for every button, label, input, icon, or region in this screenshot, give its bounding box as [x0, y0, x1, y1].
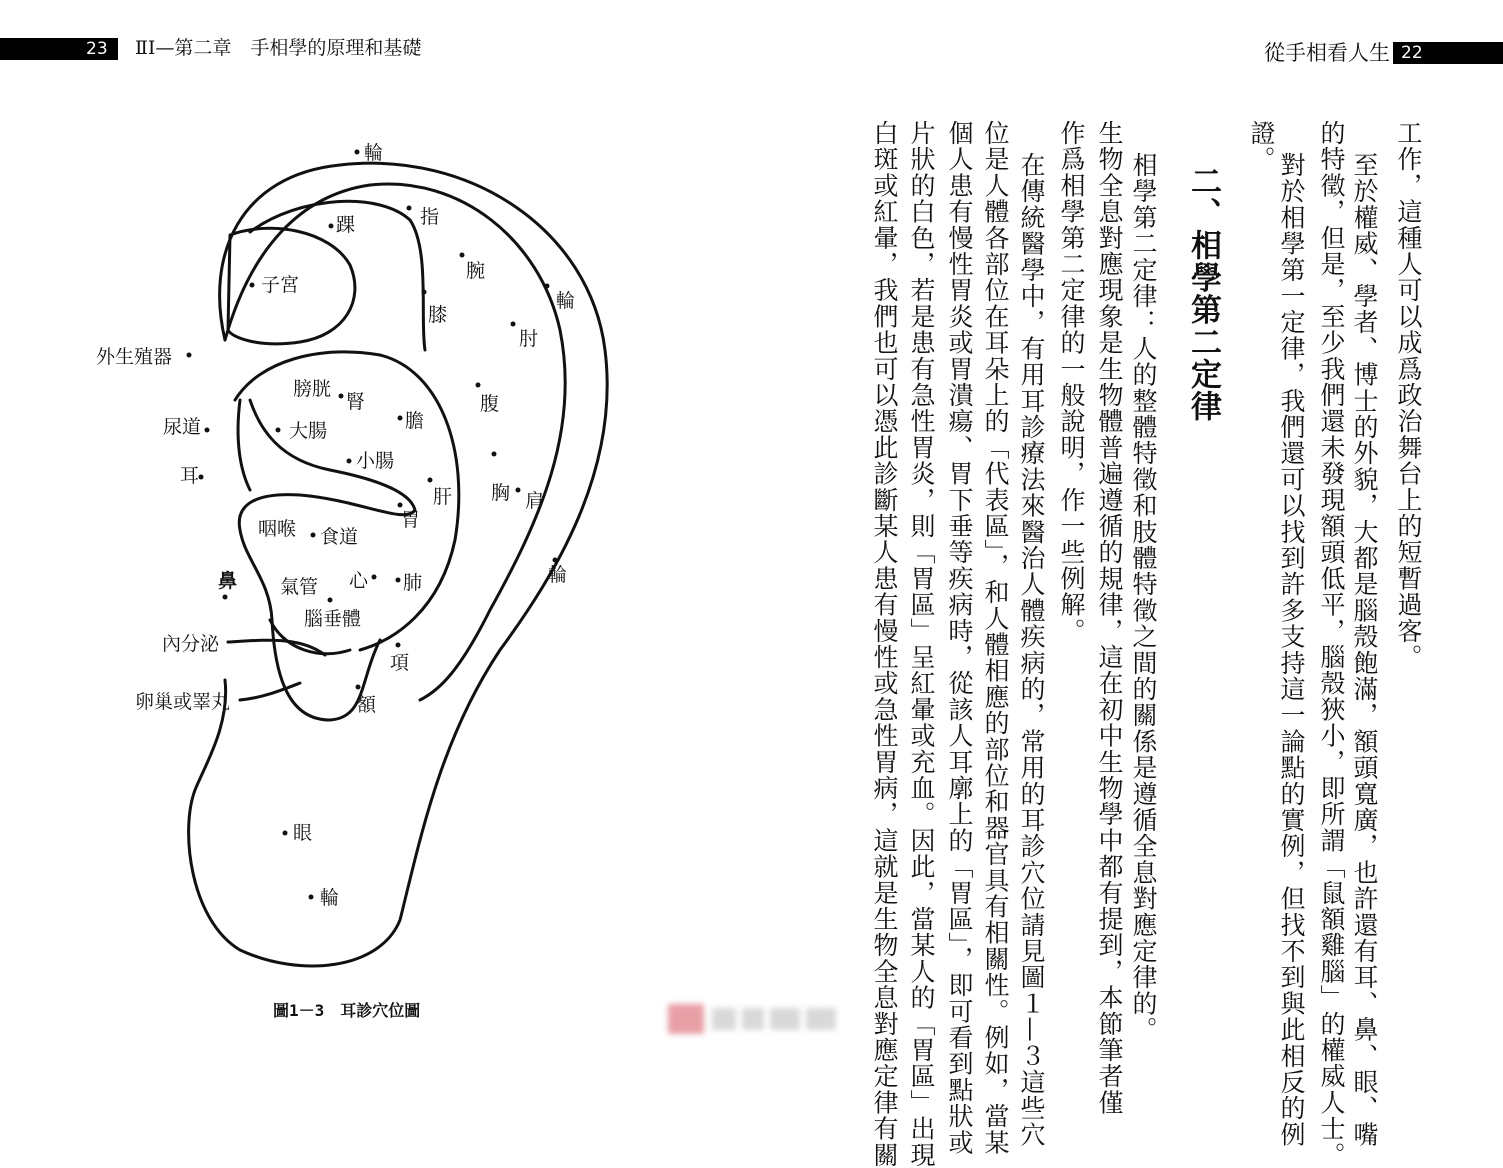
text-column: 至於權威、學者、博士的外貌，大都是腦殼飽滿，額頭寬廣，也許還有耳、鼻、眼、嘴 [1350, 152, 1379, 1148]
label-lun-top: 輪 [364, 142, 384, 164]
right-book-title: 從手相看人生 [1264, 41, 1390, 65]
label-xiang: 項 [390, 652, 410, 674]
label-niaodao: 尿道 [163, 416, 202, 438]
label-yanhou: 咽喉 [258, 518, 297, 540]
point-marker [476, 383, 481, 388]
label-yan: 眼 [293, 822, 313, 844]
text-column: 位是人體各部位在耳朵上的「代表區」，和人體相應的部位和器官具有相關性。例如，當某 [981, 120, 1010, 1156]
concha-outline [239, 400, 415, 720]
label-huai: 踝 [336, 214, 356, 236]
label-naochuiti: 腦垂體 [304, 608, 362, 630]
text-column: 工作，這種人可以成爲政治舞台上的短暫過客。 [1394, 120, 1423, 671]
label-jian: 肩 [525, 490, 545, 512]
point-marker [553, 558, 558, 563]
label-zigong: 子宮 [261, 274, 300, 296]
text-column: 證。 [1247, 120, 1276, 173]
point-marker [407, 206, 412, 211]
text-column: 生物全息對應現象是生物體普遍遵循的規律，這在初中生物學中都有提到，本節筆者僅 [1095, 120, 1124, 1116]
label-shen: 腎 [346, 391, 366, 413]
point-marker [329, 224, 334, 229]
label-xi: 膝 [428, 304, 448, 326]
point-marker [250, 283, 255, 288]
point-marker [355, 150, 360, 155]
text-column: 的特徵，但是，至少我們還未發現額頭低平，腦殼狹小，即所謂「鼠額雞腦」的權威人士。 [1317, 120, 1346, 1168]
point-marker [309, 895, 314, 900]
figure-caption: 圖1－3 耳診穴位圖 [273, 1001, 421, 1020]
text-column: 對於相學第一定律，我們還可以找到許多支持這一論點的實例，但找不到與此相反的例 [1277, 152, 1306, 1148]
point-marker [339, 394, 344, 399]
label-er: 耳 [180, 465, 200, 487]
label-qiguan: 氣管 [280, 576, 319, 598]
blurred-watermark [668, 1000, 840, 1038]
point-marker [283, 831, 288, 836]
label-luanchao: 卵巢或睪丸 [135, 691, 231, 713]
point-marker [396, 643, 401, 648]
label-xin: 心 [349, 570, 369, 592]
text-column: 作爲相學第二定律的一般說明，作一些例解。 [1057, 120, 1086, 644]
text-column: 相學第二定律：人的整體特徵和肢體特徵之間的關係是遵循全息對應定律的。 [1129, 152, 1158, 1043]
point-marker [396, 578, 401, 583]
label-shidao: 食道 [320, 526, 359, 548]
label-fei: 肺 [403, 572, 423, 594]
label-lun-right: 輪 [556, 290, 576, 312]
point-marker [205, 428, 210, 433]
label-wan: 腕 [466, 260, 486, 282]
label-xiaochang: 小腸 [356, 450, 395, 472]
text-column: 白斑或紅暈，我們也可以憑此診斷某人患有慢性或急性胃病，這就是生物全息對應定律有關 [870, 120, 899, 1168]
point-marker [223, 595, 228, 600]
label-waishengzhiqi: 外生殖器 [96, 346, 173, 368]
label-lun-mid: 輪 [548, 564, 568, 586]
right-page-number: 22 [1401, 43, 1423, 63]
label-fu: 腹 [480, 393, 500, 415]
point-marker [398, 416, 403, 421]
left-page-number: 23 [86, 39, 108, 59]
point-marker [492, 452, 497, 457]
text-column: 片狀的白色，若是患有急性胃炎，則「胃區」呈紅暈或充血。因此，當某人的「胃區」出現 [907, 120, 936, 1168]
point-marker [422, 290, 427, 295]
point-marker [347, 459, 352, 464]
tragus-outline [238, 400, 250, 490]
point-marker [545, 284, 550, 289]
label-neifenmi: 內分泌 [162, 633, 220, 655]
point-marker [398, 503, 403, 508]
label-dachang: 大腸 [289, 420, 328, 442]
label-lun-bottom: 輪 [320, 887, 340, 909]
point-marker [199, 475, 204, 480]
point-marker [372, 575, 377, 580]
label-pangguang: 膀胱 [293, 378, 332, 400]
point-marker [516, 488, 521, 493]
text-column: 在傳統醫學中，有用耳診療法來醫治人體疾病的，常用的耳診穴位請見圖１—３這些穴 [1017, 152, 1046, 1148]
point-marker [187, 353, 192, 358]
left-chapter-title: ⅡⅠ—第二章 手相學的原理和基礎 [135, 37, 422, 59]
label-bi: 鼻 [218, 570, 238, 592]
point-marker [276, 428, 281, 433]
point-marker [328, 598, 333, 603]
point-marker [311, 533, 316, 538]
label-gan: 肝 [433, 486, 453, 508]
label-xiong: 胸 [491, 482, 511, 504]
text-column: 個人患有慢性胃炎或胃潰瘍、胃下垂等疾病時，從該人耳廓上的「胃區」，即可看到點狀或 [945, 120, 974, 1156]
point-marker [511, 322, 516, 327]
label-wei: 胃 [401, 509, 421, 531]
label-zhi: 指 [420, 206, 440, 228]
label-e: 額 [357, 694, 377, 716]
point-marker [460, 253, 465, 258]
label-dan: 膽 [405, 410, 425, 432]
section-heading: 二、相學第二定律 [1185, 165, 1221, 423]
point-marker [356, 685, 361, 690]
point-marker [428, 478, 433, 483]
label-zhou: 肘 [519, 328, 539, 350]
